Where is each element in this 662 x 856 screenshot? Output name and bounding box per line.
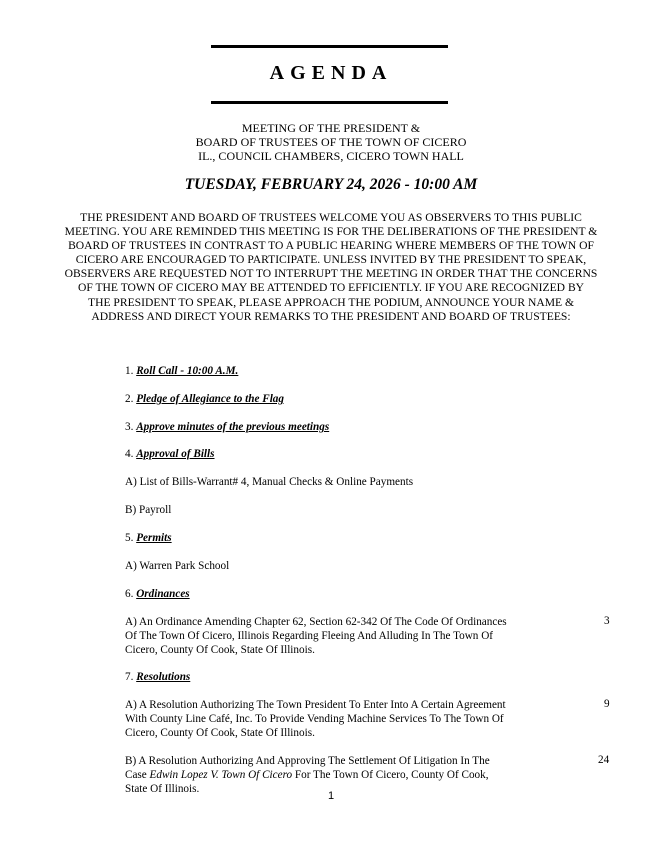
item-number: 2. (125, 393, 137, 405)
sub-item-payroll: B) Payroll (125, 504, 172, 516)
agenda-item-ordinances (125, 587, 190, 601)
page-number: 1 (327, 790, 335, 802)
agenda-item-resolutions (125, 670, 190, 684)
case-name: Edwin Lopez V. Town Of Cicero (149, 769, 293, 781)
item-heading: Resolutions (136, 671, 191, 683)
page-reference: 9 (604, 698, 610, 710)
paragraph-line: B) A Resolution Authorizing And Approving The Settlement Of Litigation In The (125, 755, 490, 767)
paragraph-line: A) A Resolution Authorizing The Town President To Enter Into A Certain Agreement (125, 699, 506, 711)
item-number: 1. (125, 365, 137, 377)
agenda-item-minutes (125, 420, 329, 434)
item-number: 3. (125, 421, 137, 433)
welcome-statement (40, 211, 622, 324)
agenda-item-permits (125, 531, 172, 545)
meeting-date: TUESDAY, FEBRUARY 24, 2026 - 10:00 AM (184, 176, 478, 193)
welcome-line: MEETING. YOU ARE REMINDED THIS MEETING IS FOR THE DELIBERATIONS OF THE PRESIDENT & (64, 225, 598, 239)
meeting-line-3: IL., COUNCIL CHAMBERS, CICERO TOWN HALL (198, 149, 464, 163)
agenda-item-roll-call (125, 364, 238, 378)
paragraph-line: Cicero, County Of Cook, State Of Illinois. (125, 727, 315, 739)
item-number: 6. (125, 588, 137, 600)
item-heading: Approve minutes of the previous meetings (136, 421, 330, 433)
item-heading: Approval of Bills (136, 448, 215, 460)
paragraph-line: A) An Ordinance Amending Chapter 62, Section 62-342 Of The Code Of Ordinances (125, 616, 507, 628)
item-heading: Ordinances (136, 588, 190, 600)
welcome-line: CICERO ARE ENCOURAGED TO PARTICIPATE. UNLESS INVITED BY THE PRESIDENT TO SPEAK, (75, 253, 587, 267)
welcome-line: BOARD OF TRUSTEES IN CONTRAST TO A PUBLIC HEARING WHERE MEMBERS OF THE TOWN OF (68, 239, 594, 253)
case-suffix: For The Town Of Cicero, County Of Cook, (292, 769, 489, 781)
welcome-line: THE PRESIDENT TO SPEAK, PLEASE APPROACH THE PODIUM, ANNOUNCE YOUR NAME & (87, 295, 575, 309)
item-heading: Permits (136, 532, 172, 544)
paragraph-line: With County Line Café, Inc. To Provide Vending Machine Services To The Town Of (125, 713, 504, 725)
meeting-line-2: BOARD OF TRUSTEES OF THE TOWN OF CICERO (195, 135, 467, 149)
page-reference: 24 (598, 754, 610, 766)
sub-item-ordinance-a (125, 615, 545, 657)
agenda-item-pledge (125, 392, 284, 406)
sub-item-warren-park: A) Warren Park School (125, 560, 230, 572)
top-rule (211, 45, 448, 48)
paragraph-line: Cicero, County Of Cook, State Of Illinois. (125, 644, 315, 656)
welcome-line: OF THE TOWN OF CICERO MAY BE ATTENDED TO EFFICIENTLY. IF YOU ARE RECOGNIZED BY (77, 281, 585, 295)
agenda-item-bills (125, 447, 215, 461)
case-prefix: Case (125, 769, 150, 781)
paragraph-line (125, 768, 545, 782)
sub-item-list-of-bills: A) List of Bills-Warrant# 4, Manual Checks & Online Payments (125, 476, 414, 488)
item-heading: Roll Call - 10:00 A.M. (136, 365, 239, 377)
agenda-title: AGENDA (269, 62, 393, 84)
bottom-rule (211, 101, 448, 104)
item-number: 7. (125, 671, 137, 683)
welcome-line: THE PRESIDENT AND BOARD OF TRUSTEES WELCOME YOU AS OBSERVERS TO THIS PUBLIC (80, 211, 582, 224)
meeting-line-1: MEETING OF THE PRESIDENT & (241, 121, 421, 135)
paragraph-line: State Of Illinois. (125, 783, 200, 795)
sub-item-resolution-a (125, 698, 545, 740)
item-number: 4. (125, 448, 137, 460)
welcome-line: ADDRESS AND DIRECT YOUR REMARKS TO THE PRESIDENT AND BOARD OF TRUSTEES: (91, 309, 571, 323)
item-number: 5. (125, 532, 137, 544)
welcome-line: OBSERVERS ARE REQUESTED NOT TO INTERRUPT THE MEETING IN ORDER THAT THE CONCERNS (64, 267, 598, 281)
item-heading: Pledge of Allegiance to the Flag (136, 393, 284, 405)
page-reference: 3 (604, 615, 610, 627)
paragraph-line: Of The Town Of Cicero, Illinois Regarding Fleeing And Alluding In The Town Of (125, 630, 493, 642)
